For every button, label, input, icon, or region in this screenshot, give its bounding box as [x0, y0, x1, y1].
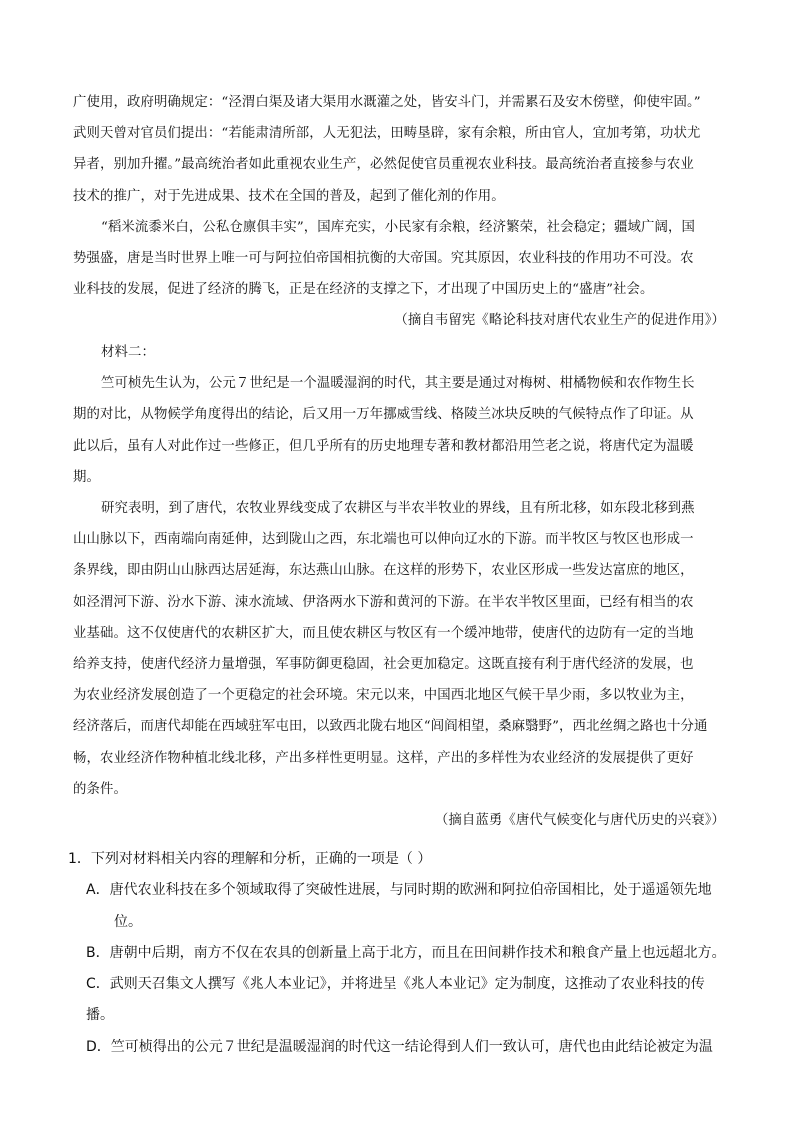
text-line: 山山脉以下，西南端向南延伸，达到陇山之西，东北端也可以伸向辽水的下游。而半牧区与牧区也形成一 [73, 532, 694, 548]
text-line: 技术的推广，对于先进成果、技术在全国的普及，起到了催化剂的作用。 [73, 188, 505, 204]
material-two-section [73, 337, 727, 836]
text-line: 研究表明，到了唐代，农牧业界线变成了农耕区与半农半牧业的界线，且有所北移，如东段北移到燕 [101, 501, 695, 517]
option-a-text: A．唐代农业科技在多个领域取得了突破性进展，与同时期的欧洲和阿拉伯帝国相比，处于遥遥领先地 [86, 882, 712, 899]
text-line: 的条件。 [73, 781, 127, 797]
question-1 [68, 844, 730, 1063]
text-line: “稻米流黍米白，公私仓廪俱丰实”，国库充实，小民家有余粮，经济繁荣，社会稳定；疆域广阔，国 [101, 219, 695, 235]
option-c-text: C．武则天召集文人撰写《兆人本业记》，并将进呈《兆人本业记》定为制度，这推动了农业科技的传播。 [86, 976, 705, 1024]
option-d-text: D．竺可桢得出的公元７世纪是温暖湿润的时代这一结论得到人们一致认可，唐代也由此结论被定为温 [86, 1038, 713, 1055]
material-two-paragraph-1 [73, 368, 727, 493]
text-line: 经济落后，而唐代却能在西域驻军屯田，以致西北陇右地区“闾阎相望，桑麻翳野”，西北丝绸之路也十分通 [73, 719, 708, 735]
material-one-source: （摘自韦留宪《略论科技对唐代农业生产的促进作用》） [394, 313, 725, 329]
text-line: 武则天曾对官员们提出：“若能肃清所部，人无犯法，田畴垦辟，家有余粮，所由官人，宜加考第，功状尤 [73, 126, 701, 142]
text-line: 给养支持，使唐代经济力量增强，军事防御更稳固，社会更加稳定。这既直接有利于唐代经济的发展，也 [73, 657, 694, 673]
text-line: 畅，农业经济作物种植北线北移，产出多样性更明显。这样，产出的多样性为农业经济的发展提供了更好 [73, 750, 694, 766]
text-line: 业科技的发展，促进了经济的腾飞，正是在经济的支撑之下，才出现了中国历史上的“盛唐”社会。 [73, 282, 654, 298]
option-a[interactable] [68, 875, 730, 938]
text-line: 异者，别加升擢。”最高统治者如此重视农业生产，必然促使官员重视农业科技。最高统治者直接参与农业 [73, 157, 694, 173]
option-b[interactable] [68, 938, 730, 969]
material-one-paragraph-1 [73, 87, 727, 212]
material-two-heading: 材料二： [101, 345, 155, 360]
text-line: 如泾渭河下游、汾水下游、涑水流域、伊洛两水下游和黄河的下游。在半农半牧区里面，已经有相当的农 [73, 594, 694, 610]
text-line: 势强盛，唐是当时世界上唯一可与阿拉伯帝国相抗衡的大帝国。究其原因，农业科技的作用功不可没。农 [73, 251, 694, 267]
text-line: 条界线，即由阴山山脉西达居延海，东达燕山山脉。在这样的形势下，农业区形成一些发达富庶的地区， [73, 563, 694, 579]
text-line: 广使用，政府明确规定：“泾渭白渠及诸大渠用水溉灌之处，皆安斗门，并需累石及安木傍壁，仰使牢固。” [73, 95, 701, 110]
option-b-text: B．唐朝中后期，南方不仅在农具的创新量上高于北方，而且在田间耕作技术和粮食产量上也远超北方。 [86, 944, 726, 961]
option-a-text-cont: 位。 [114, 913, 142, 930]
text-line: 为农业经济发展创造了一个更稳定的社会环境。宋元以来，中国西北地区气候干旱少雨，多以牧业为主， [73, 688, 694, 704]
text-line: 期。 [73, 469, 100, 485]
text-line: 期的对比，从物候学角度得出的结论，后又用一万年挪威雪线、格陵兰冰块反映的气候特点作了印证。从 [73, 407, 694, 423]
option-d[interactable] [68, 1032, 730, 1063]
material-two-paragraph-2 [73, 493, 727, 805]
text-line: 业基础。这不仅使唐代的农耕区扩大，而且使农耕区与牧区有一个缓冲地带，使唐代的边防有一定的当地 [73, 625, 694, 641]
material-two-source: （摘自蓝勇《唐代气候变化与唐代历史的兴衰》） [434, 813, 725, 829]
text-line: 竺可桢先生认为，公元７世纪是一个温暖湿润的时代，其主要是通过对梅树、柑橘物候和农作物生长 [101, 376, 695, 392]
question-stem: 1．下列对材料相关内容的理解和分析，正确的一项是（ ） [68, 851, 432, 867]
text-line: 此以后，虽有人对此作过一些修正，但几乎所有的历史地理专著和教材都沿用竺老之说，将唐代定为温暖 [73, 438, 694, 454]
option-c[interactable] [68, 969, 730, 1032]
material-one-paragraph-2 [73, 212, 727, 306]
material-one-section [73, 87, 727, 337]
